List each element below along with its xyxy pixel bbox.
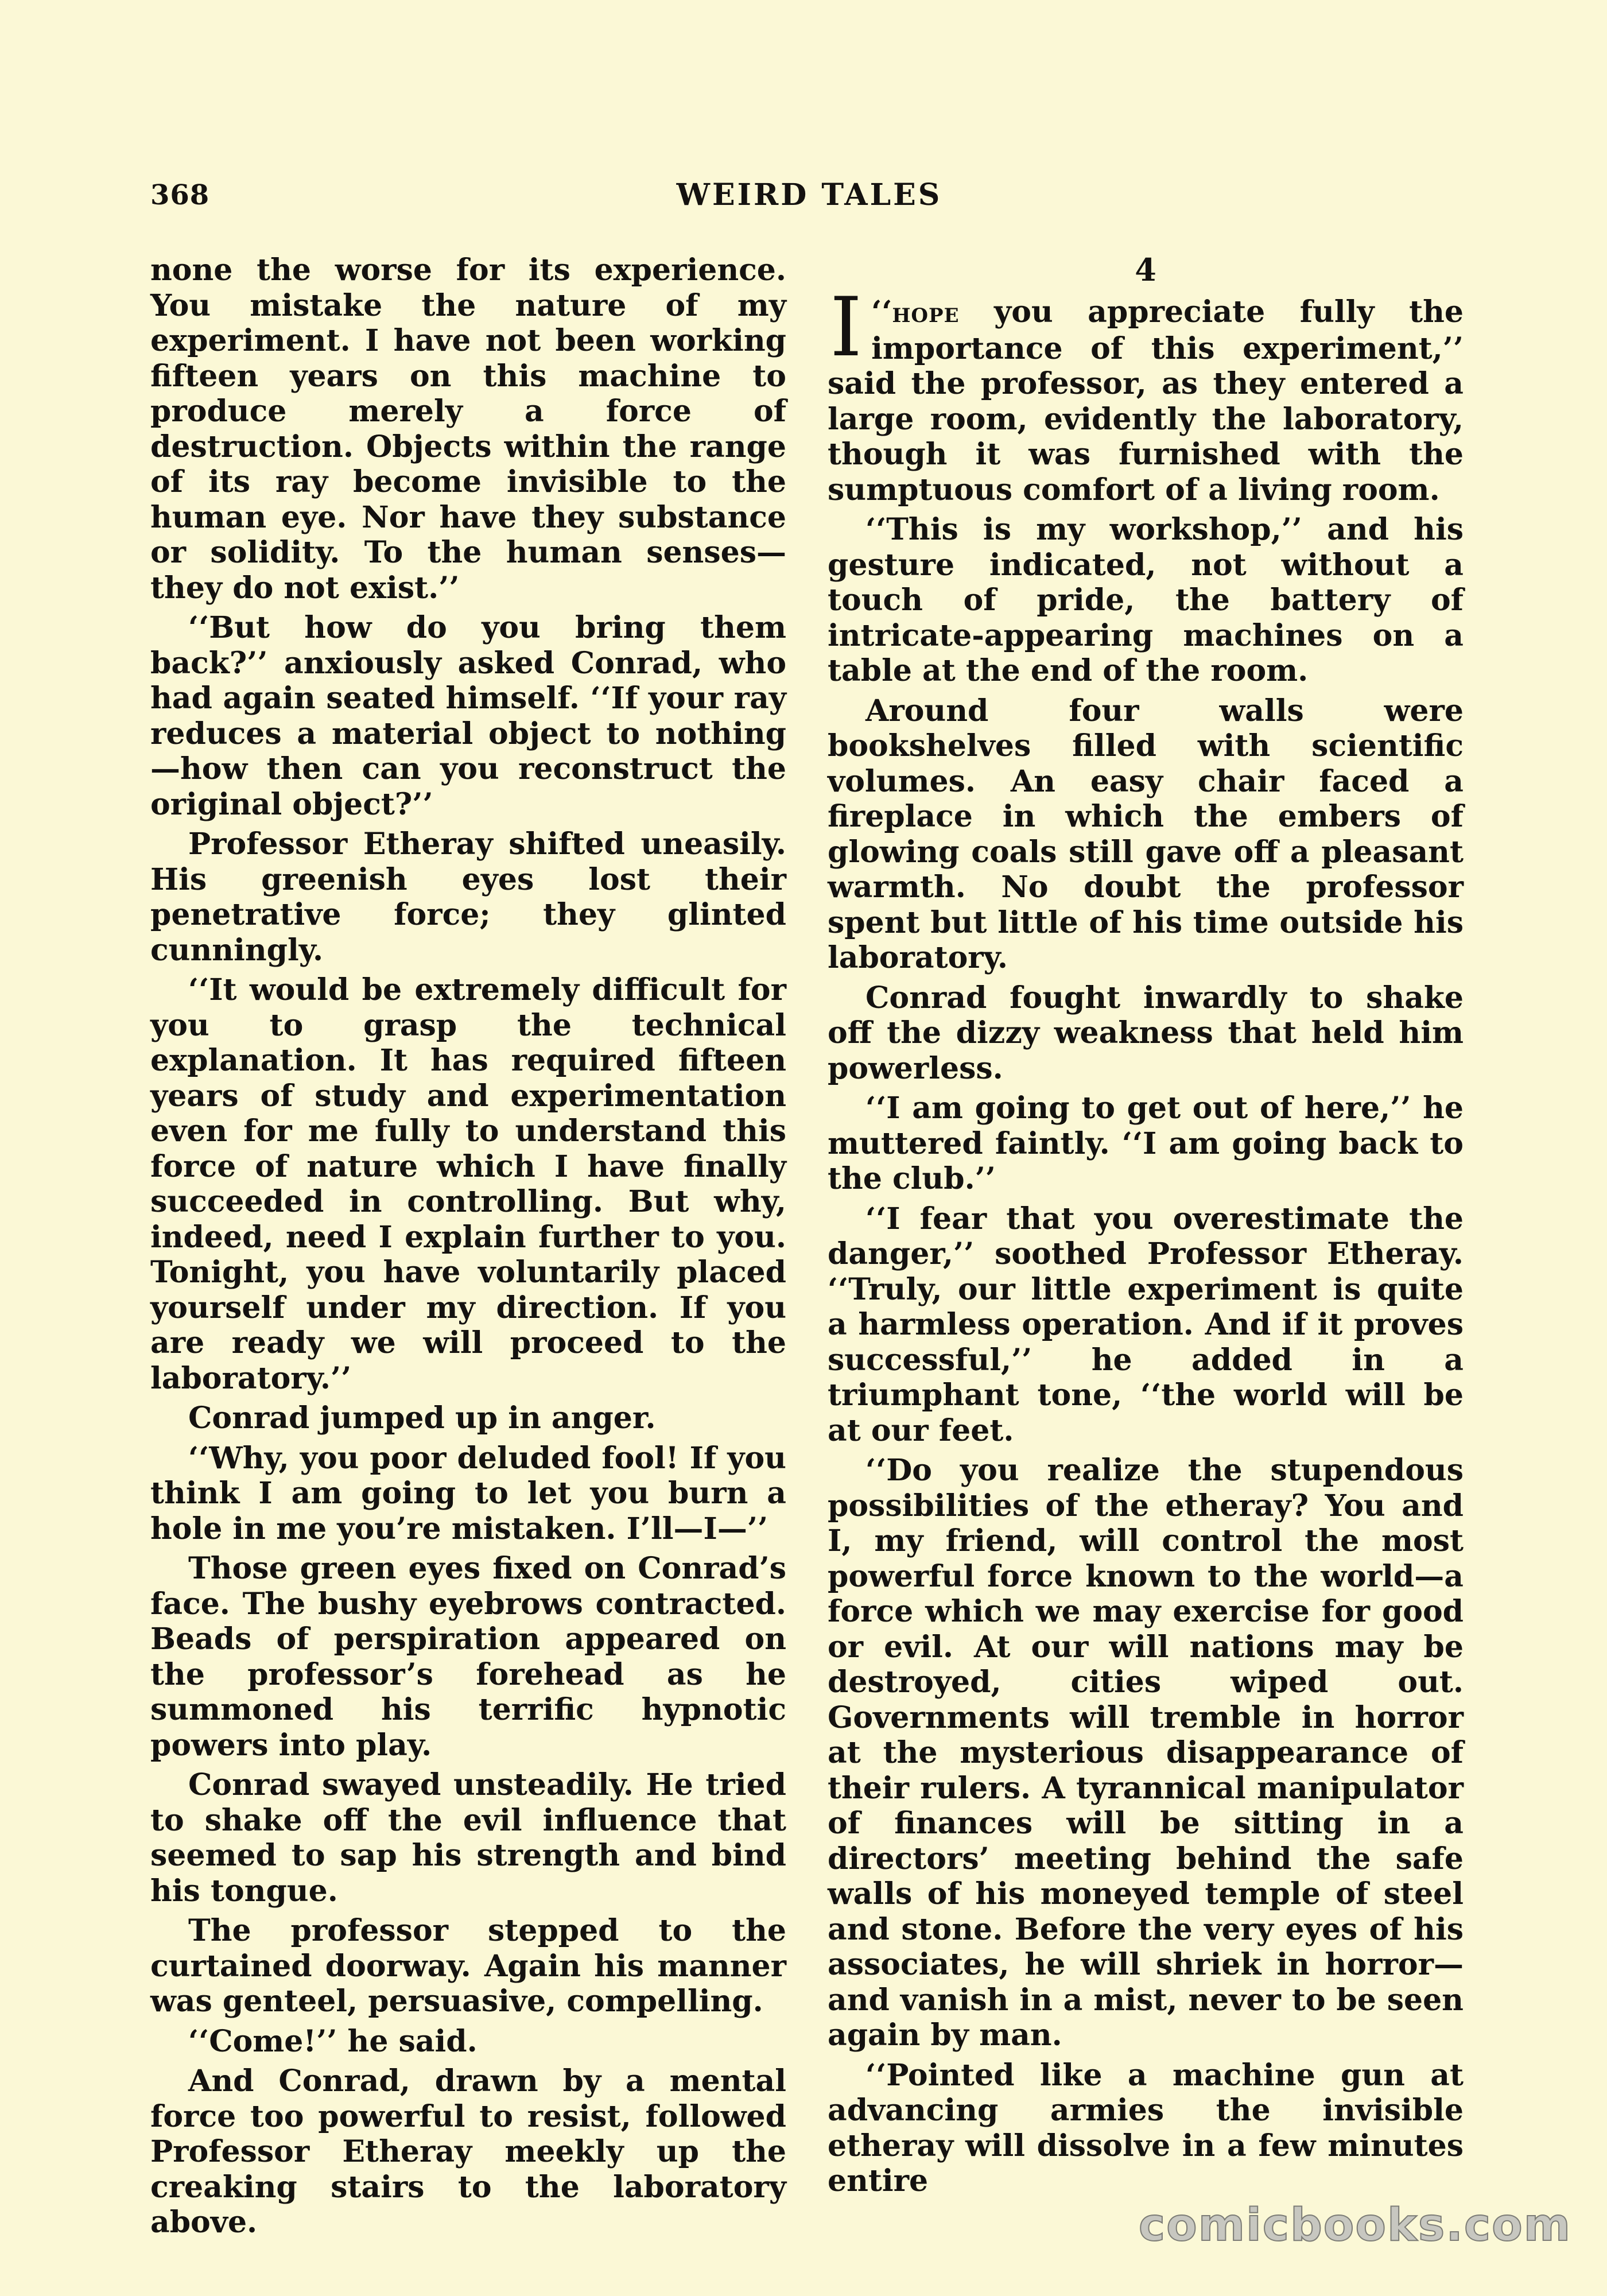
paragraph: ‘‘I fear that you overestimate the danger,’’ soothed Professor Etheray. ‘‘Truly, our little experiment is quite a harmless operation. And if it proves successful,’’ he added in a triumphant tone, ‘‘the world will be at our feet. — [828, 1201, 1464, 1448]
running-head: WEIRD TALES — [676, 177, 942, 212]
paragraph: Conrad jumped up in anger. — [188, 1401, 656, 1436]
paragraph: none the worse for its experience. You mistake the nature of my experiment. I have not been working fifteen years on this machine to produce merely a force of destruction. Objects within the range of its ray become invisible to the human eye. Nor have they substance or solidity. To the human senses—they do not exist.’’ — [150, 253, 786, 606]
paragraph: Professor Etheray shifted uneasily. His greenish eyes lost their penetrative force; they glinted cunningly. — [150, 827, 786, 968]
paragraph: The professor stepped to the curtained doorway. Again his manner was genteel, persuasive, compelling. — [150, 1913, 786, 2019]
paragraph: Around four walls were bookshelves filled with scientific volumes. An easy chair faced a fireplace in which the embers of glowing coals still gave off a pleasant warmth. No doubt the professor spent but little of his time outside his laboratory. — [828, 693, 1464, 975]
paragraph: ‘‘This is my workshop,’’ and his gesture indicated, not without a touch of pride, the battery of intricate-appearing machines on a table at the end of the room. — [828, 512, 1464, 688]
opening-text: you appreciate fully the importance of this experiment,’’ said the professor, as they entered a large room, evidently the laboratory, though it was furnished with the sumptuous comfort of a living room. — [828, 294, 1464, 507]
section-number: 4 — [1135, 251, 1156, 288]
opening-paragraph — [828, 280, 1464, 507]
right-column — [828, 253, 1464, 2204]
paragraph: ‘‘It would be extremely difficult for you to grasp the technical explanation. It has required fifteen years of study and experimentation even for me fully to understand this force of nature which I have finally succeeded in controlling. But why, indeed, need I explain further to you. Tonight, you have voluntarily placed yourself under my direction. If you are ready we will proceed to the laboratory.’’ — [150, 972, 786, 1396]
paragraph: ‘‘But how do you bring them back?’’ anxiously asked Conrad, who had again seated himself. ‘‘If your ray reduces a material object to nothing—how then can you reconstruct the original object?’’ — [150, 610, 786, 822]
left-column — [150, 253, 786, 2245]
paragraph: ‘‘Why, you poor deluded fool! If you think I am going to let you burn a hole in me you’re mistaken. I’ll—I—’’ — [150, 1440, 786, 1546]
paragraph: Those green eyes fixed on Conrad’s face. The bushy eyebrows contracted. Beads of perspiration appeared on the professor’s forehead as he summoned his terrific hypnotic powers into play. — [150, 1551, 786, 1763]
paragraph: ‘‘I am going to get out of here,’’ he muttered faintly. ‘‘I am going back to the club.’’ — [828, 1091, 1464, 1196]
site-watermark: comicbooks.com — [1138, 2200, 1571, 2251]
paragraph: ‘‘Come!’’ he said. — [188, 2023, 478, 2059]
paragraph: ‘‘Do you realize the stupendous possibilities of the etheray? You and I, my friend, will control the most powerful force known to the world—a force which we may exercise for good or evil. At our will nations may be destroyed, cities wiped out. Governments will tremble in horror at the mysterious disappearance of their rulers. A tyrannical manipulator of finances will be sitting in a directors’ meeting behind the safe walls of his moneyed temple of steel and stone. Before the very eyes of his associates, he will shriek in horror—and vanish in a mist, never to be seen again by man. — [828, 1453, 1464, 2053]
opening-quote: ‘‘ — [871, 294, 892, 329]
drop-cap: I — [830, 280, 863, 375]
paragraph: ‘‘Pointed like a machine gun at advancing armies the invisible etheray will dissolve in a few minutes entire — [828, 2057, 1464, 2198]
small-caps-word: hope — [892, 297, 960, 329]
page-number: 368 — [150, 179, 210, 211]
paragraph: Conrad swayed unsteadily. He tried to shake off the evil influence that seemed to sap his strength and bind his tongue. — [150, 1767, 786, 1909]
page-header — [150, 172, 1468, 218]
paragraph: And Conrad, drawn by a mental force too powerful to resist, followed Professor Etheray meekly up the creaking stairs to the laboratory above. — [150, 2064, 786, 2240]
paragraph: Conrad fought inwardly to shake off the dizzy weakness that held him powerless. — [828, 980, 1464, 1086]
